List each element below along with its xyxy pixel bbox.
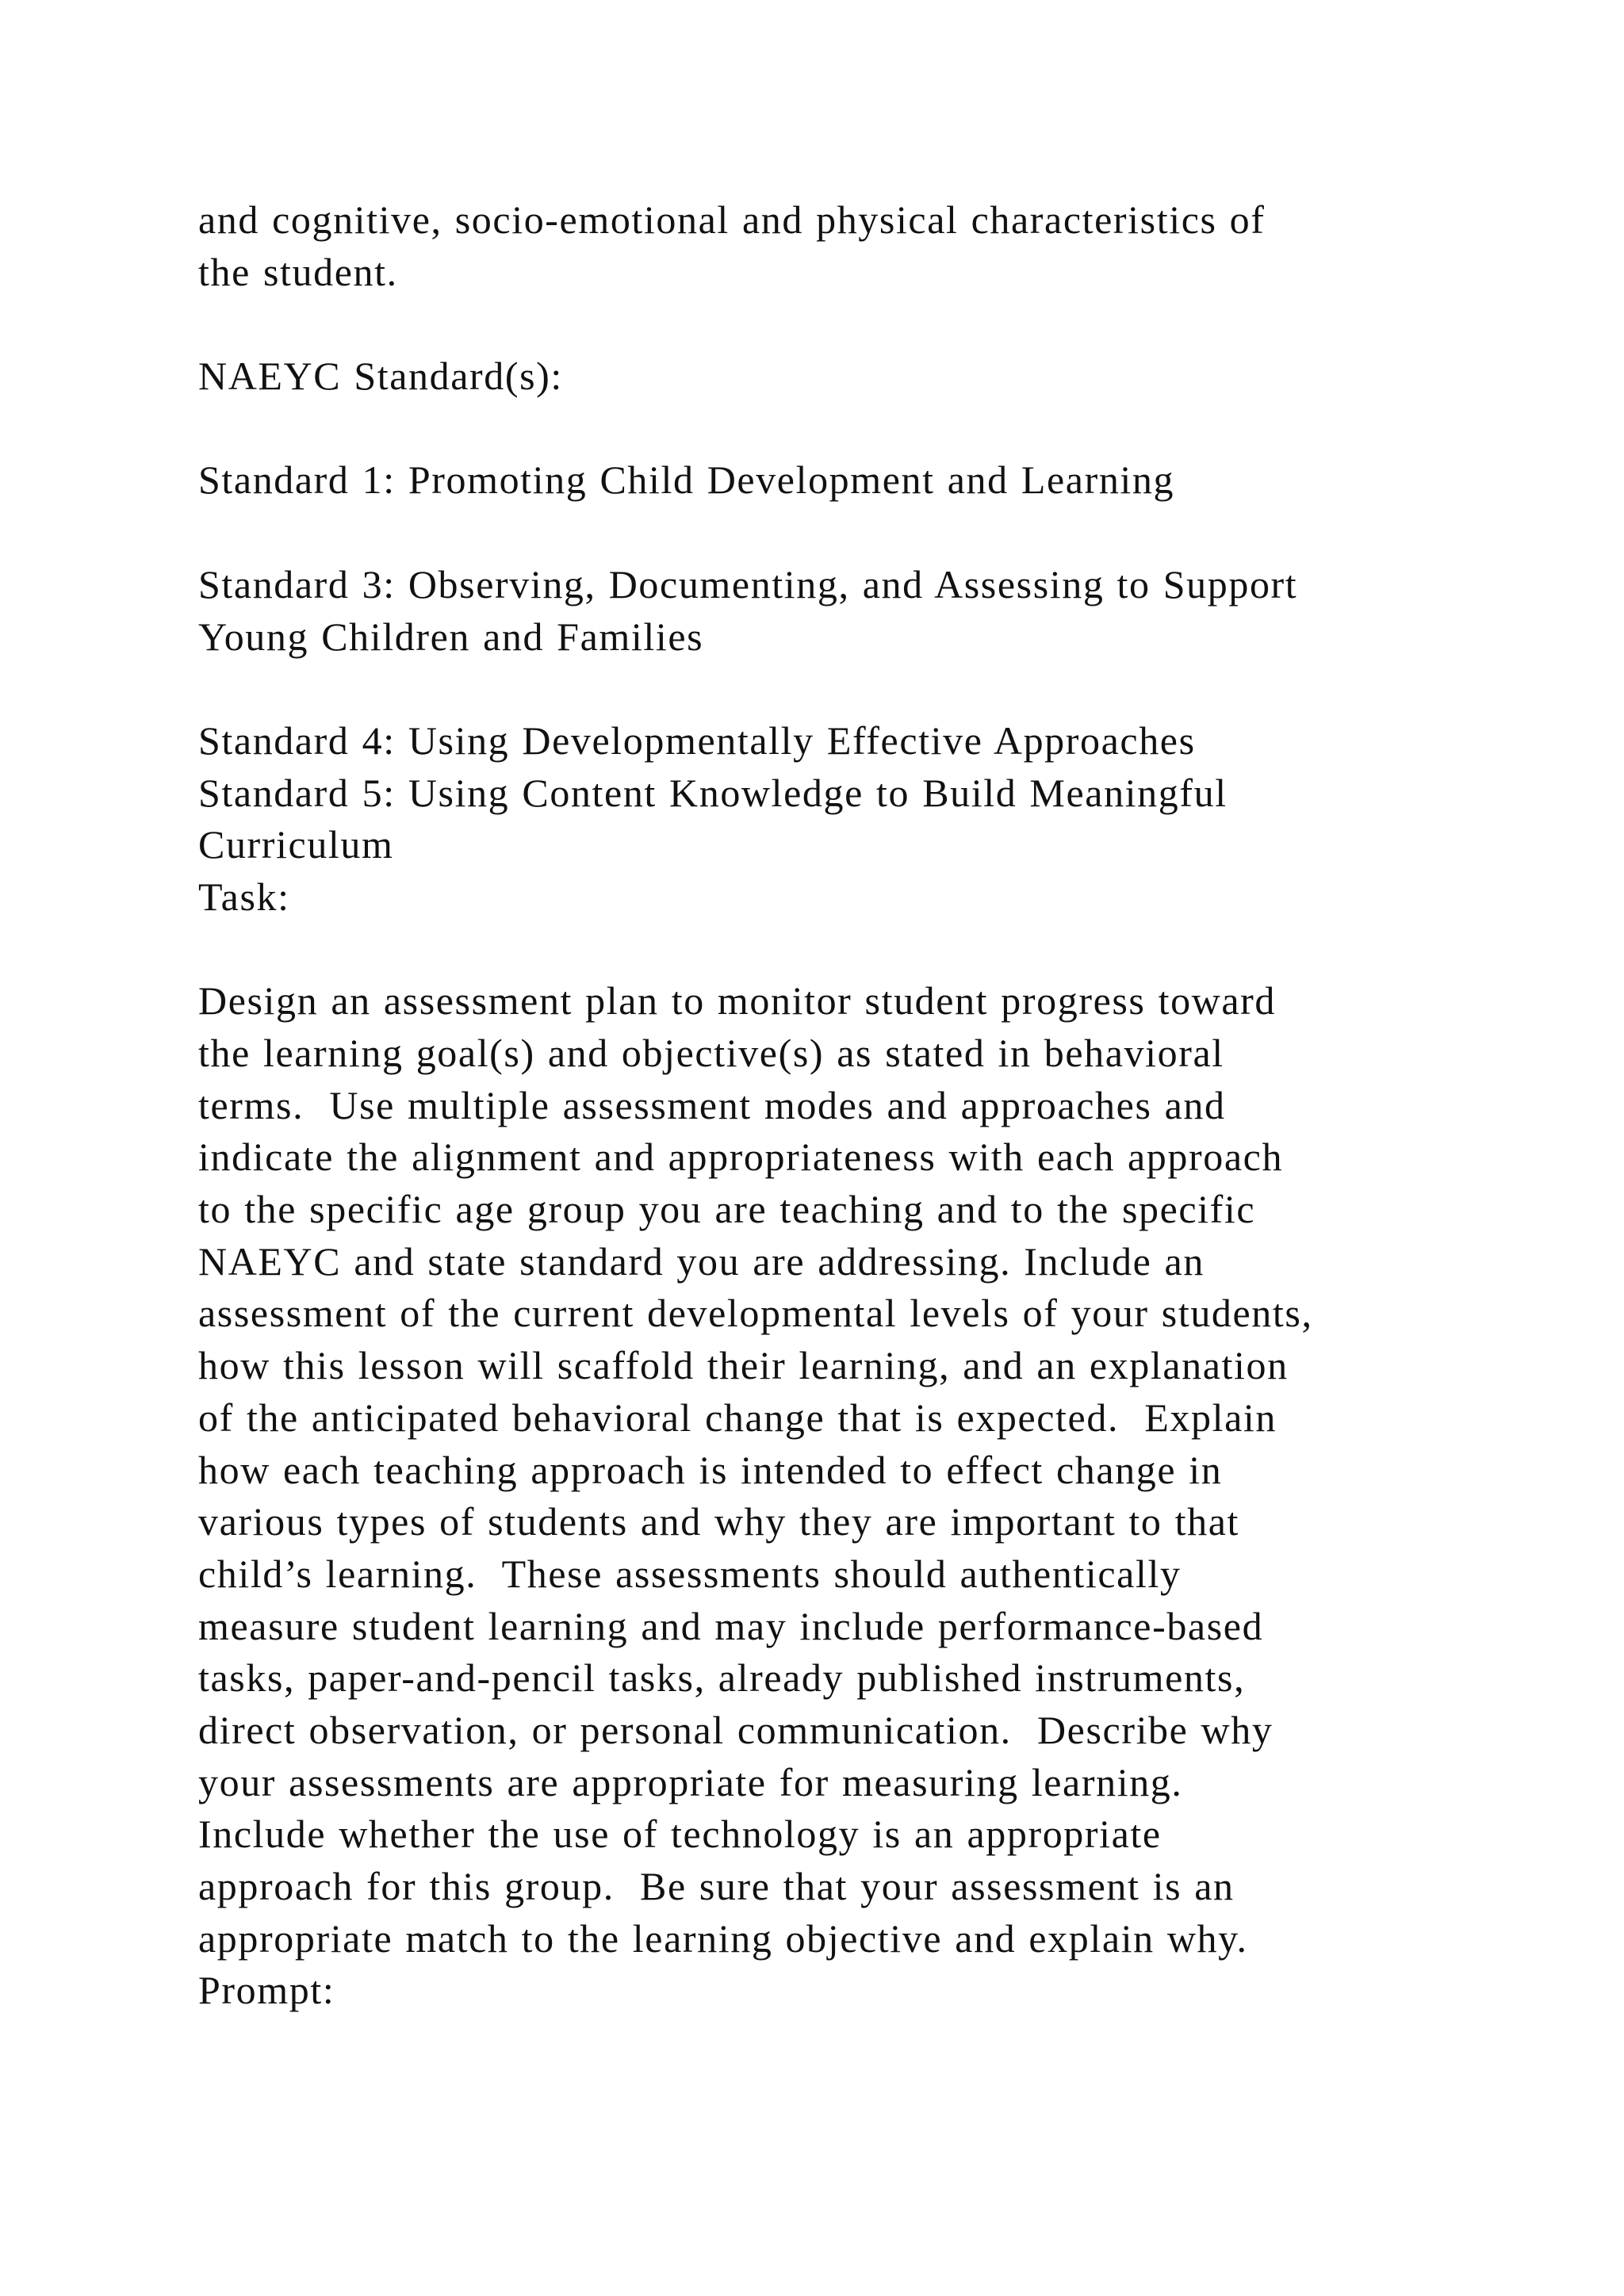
task-body-line: NAEYC and state standard you are addressing. Include an xyxy=(198,1238,1205,1284)
task-body-line: indicate the alignment and appropriateness with each approach xyxy=(198,1135,1284,1180)
standard-3-line: Young Children and Families xyxy=(198,614,704,659)
paragraph-gap xyxy=(198,403,1499,455)
task-body-line: direct observation, or personal communication. Describe why xyxy=(198,1707,1274,1752)
task-body-line: your assessments are appropriate for measuring learning. xyxy=(198,1759,1183,1804)
task-body-line: appropriate match to the learning objective and explain why. xyxy=(198,1915,1248,1961)
standard-1: Standard 1: Promoting Child Development and Learning xyxy=(198,457,1175,503)
standards-heading: NAEYC Standard(s): xyxy=(198,354,563,399)
task-body-line: measure student learning and may include performance-based xyxy=(198,1603,1264,1648)
standard-3-line: Standard 3: Observing, Documenting, and Assessing to Support xyxy=(198,561,1298,607)
task-body-line: child’s learning. These assessments should authentically xyxy=(198,1551,1182,1596)
standard-4: Standard 4: Using Developmentally Effective Approaches xyxy=(198,718,1196,763)
document-text xyxy=(198,194,1499,2017)
standard-5-line: Curriculum xyxy=(198,822,394,867)
task-heading: Task: xyxy=(198,874,290,919)
paragraph-gap xyxy=(198,663,1499,715)
task-body-line: how this lesson will scaffold their learning, and an explanation xyxy=(198,1343,1289,1388)
paragraph-gap xyxy=(198,924,1499,976)
prompt-heading: Prompt: xyxy=(198,1968,335,2013)
task-body-line: assessment of the current developmental levels of your students, xyxy=(198,1291,1313,1336)
standard-5-line: Standard 5: Using Content Knowledge to Build Meaningful xyxy=(198,770,1228,815)
task-body-line: Include whether the use of technology is an appropriate xyxy=(198,1812,1162,1857)
task-body-line: Design an assessment plan to monitor student progress toward xyxy=(198,978,1277,1024)
task-body-line: terms. Use multiple assessment modes and approaches and xyxy=(198,1082,1226,1127)
task-body-line: tasks, paper-and-pencil tasks, already published instruments, xyxy=(198,1655,1246,1701)
paragraph-gap xyxy=(198,298,1499,350)
intro-line: and cognitive, socio-emotional and physical characteristics of xyxy=(198,197,1266,242)
task-body-line: to the specific age group you are teaching and to the specific xyxy=(198,1187,1256,1232)
task-body-line: the learning goal(s) and objective(s) as stated in behavioral xyxy=(198,1031,1224,1075)
task-body-line: various types of students and why they are important to that xyxy=(198,1499,1239,1544)
intro-line: the student. xyxy=(198,249,398,294)
task-body-line: how each teaching approach is intended to effect change in xyxy=(198,1447,1223,1492)
paragraph-gap xyxy=(198,507,1499,559)
task-body-line: of the anticipated behavioral change that is expected. Explain xyxy=(198,1395,1277,1440)
task-body-line: approach for this group. Be sure that your assessment is an xyxy=(198,1864,1235,1908)
